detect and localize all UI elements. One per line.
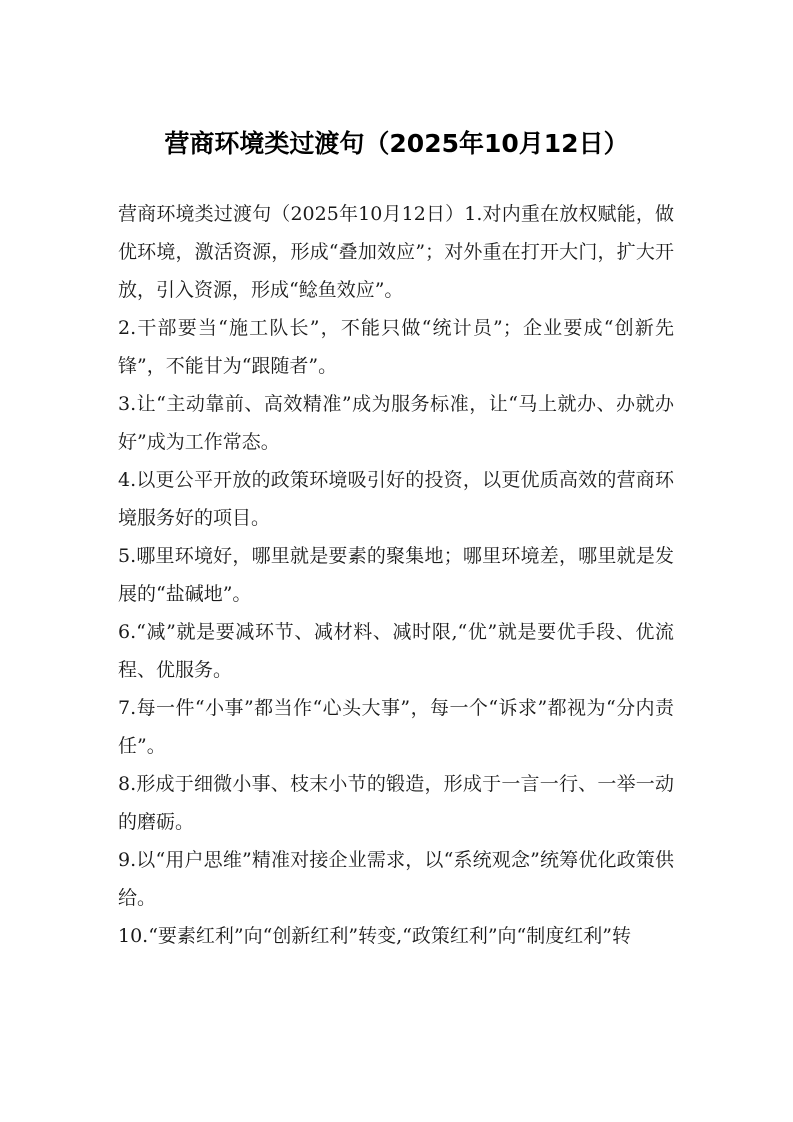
paragraph-1: 营商环境类过渡句（2025年10月12日）1.对内重在放权赋能，做优环境，激活资源，形成“叠加效应”；对外重在打开大门，扩大开放，引入资源，形成“鲶鱼效应”。 bbox=[118, 203, 674, 301]
document-title: 营商环境类过渡句（2025年10月12日） bbox=[164, 129, 629, 158]
paragraph-3: 3.让“主动靠前、高效精准”成为服务标准，让“马上就办、办就办好”成为工作常态。 bbox=[118, 393, 674, 453]
paragraph-8: 8.形成于细微小事、枝末小节的锻造，形成于一言一行、一举一动的磨砺。 bbox=[118, 773, 674, 833]
paragraph-10: 10.“要素红利”向“创新红利”转变,“政策红利”向“制度红利”转 bbox=[118, 925, 631, 947]
paragraph-6: 6.“减”就是要减环节、减材料、减时限,“优”就是要优手段、优流程、优服务。 bbox=[118, 621, 674, 681]
paragraph-9: 9.以“用户思维”精准对接企业需求，以“系统观念”统筹优化政策供给。 bbox=[118, 849, 674, 909]
paragraph-4: 4.以更公平开放的政策环境吸引好的投资，以更优质高效的营商环境服务好的项目。 bbox=[118, 469, 674, 529]
paragraph-5: 5.哪里环境好，哪里就是要素的聚集地；哪里环境差，哪里就是发展的“盐碱地”。 bbox=[118, 545, 674, 605]
paragraph-2: 2.干部要当“施工队长”，不能只做“统计员”；企业要成“创新先锋”，不能甘为“跟随者”。 bbox=[118, 317, 674, 377]
document-body bbox=[118, 195, 674, 955]
paragraph-7: 7.每一件“小事”都当作“心头大事”，每一个“诉求”都视为“分内责任”。 bbox=[118, 697, 674, 757]
